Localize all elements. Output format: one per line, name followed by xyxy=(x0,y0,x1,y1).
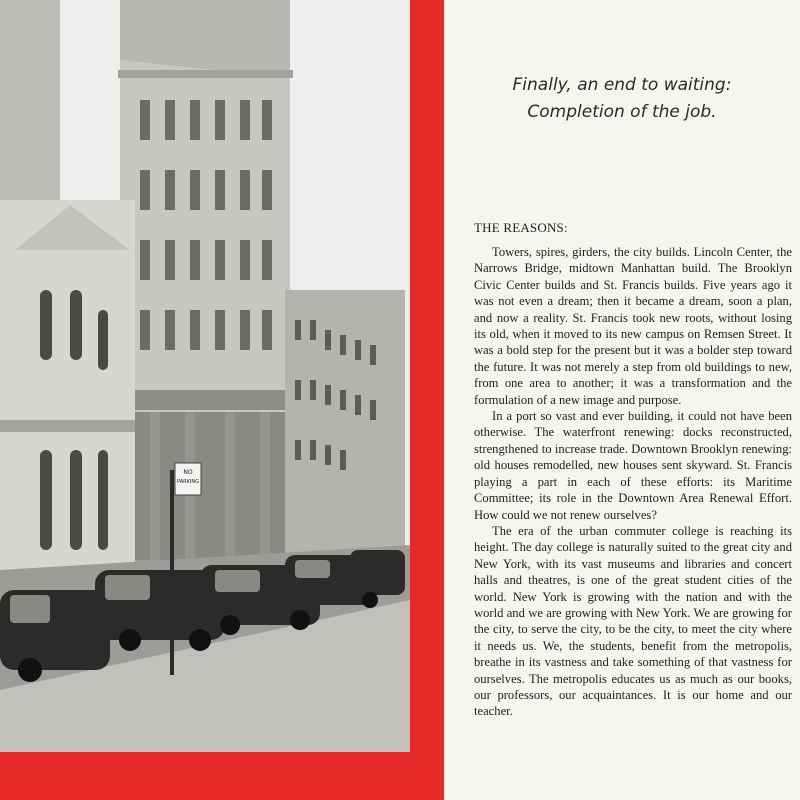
paragraph: Towers, spires, girders, the city builds. Lincoln Center, the Narrows Bridge, midtown Manhattan build. The Brooklyn Civic Center builds and St. Francis builds. Five years ago it was not even a dream; then it became a dream, soon a plan, and now a reality. St. Francis took new roots, without losing its old, when it moved to its new campus on Remsen Street. It was a bold step for the present but it was a bolder step toward the future. It was not merely a step from old buildings to new, from one area to another; it was a transformation and the formulation of a new image and purpose. xyxy=(474,245,792,407)
body-text xyxy=(474,244,792,720)
headline-line-2: Completion of the job. xyxy=(527,102,717,122)
sign-line-2: PARKING xyxy=(177,479,199,485)
street-photo xyxy=(0,0,410,752)
street-photo-illustration xyxy=(0,0,410,752)
paragraph: In a port so vast and ever building, it could not have been otherwise. The waterfront renewing: docks reconstructed, strengthened to increase trade. Downtown Brooklyn renewing: old houses remodelled, new houses sent skyward. St. Francis playing a part in each of these efforts: its Maritime Committee; its role in the Downtown Area Renewal Effort. How could we not renew ourselves? xyxy=(474,409,792,522)
headline-line-1: Finally, an end to waiting: xyxy=(512,75,732,95)
sign-line-1: NO xyxy=(183,469,193,476)
text-page xyxy=(444,0,800,800)
section-heading: THE REASONS: xyxy=(474,220,568,235)
red-frame-vertical xyxy=(410,0,444,800)
red-frame-horizontal xyxy=(0,752,444,800)
paragraph: The era of the urban commuter college is reaching its height. The day college is naturally suited to the great city and New York, with its vast museums and libraries and concert halls and theatres, is one of the great student cities of the world. New York is growing with the nation and with the world and we are growing with New York. We are growing for the city, to serve the city, to be the city, to meet the city where it needs us. We, the students, benefit from the metropolis, breathe in its vastness and take something of that vastness for ourselves. The metropolis educates us as much as our books, our professors, our acquaintances. It is our home and our teacher. xyxy=(474,523,792,719)
